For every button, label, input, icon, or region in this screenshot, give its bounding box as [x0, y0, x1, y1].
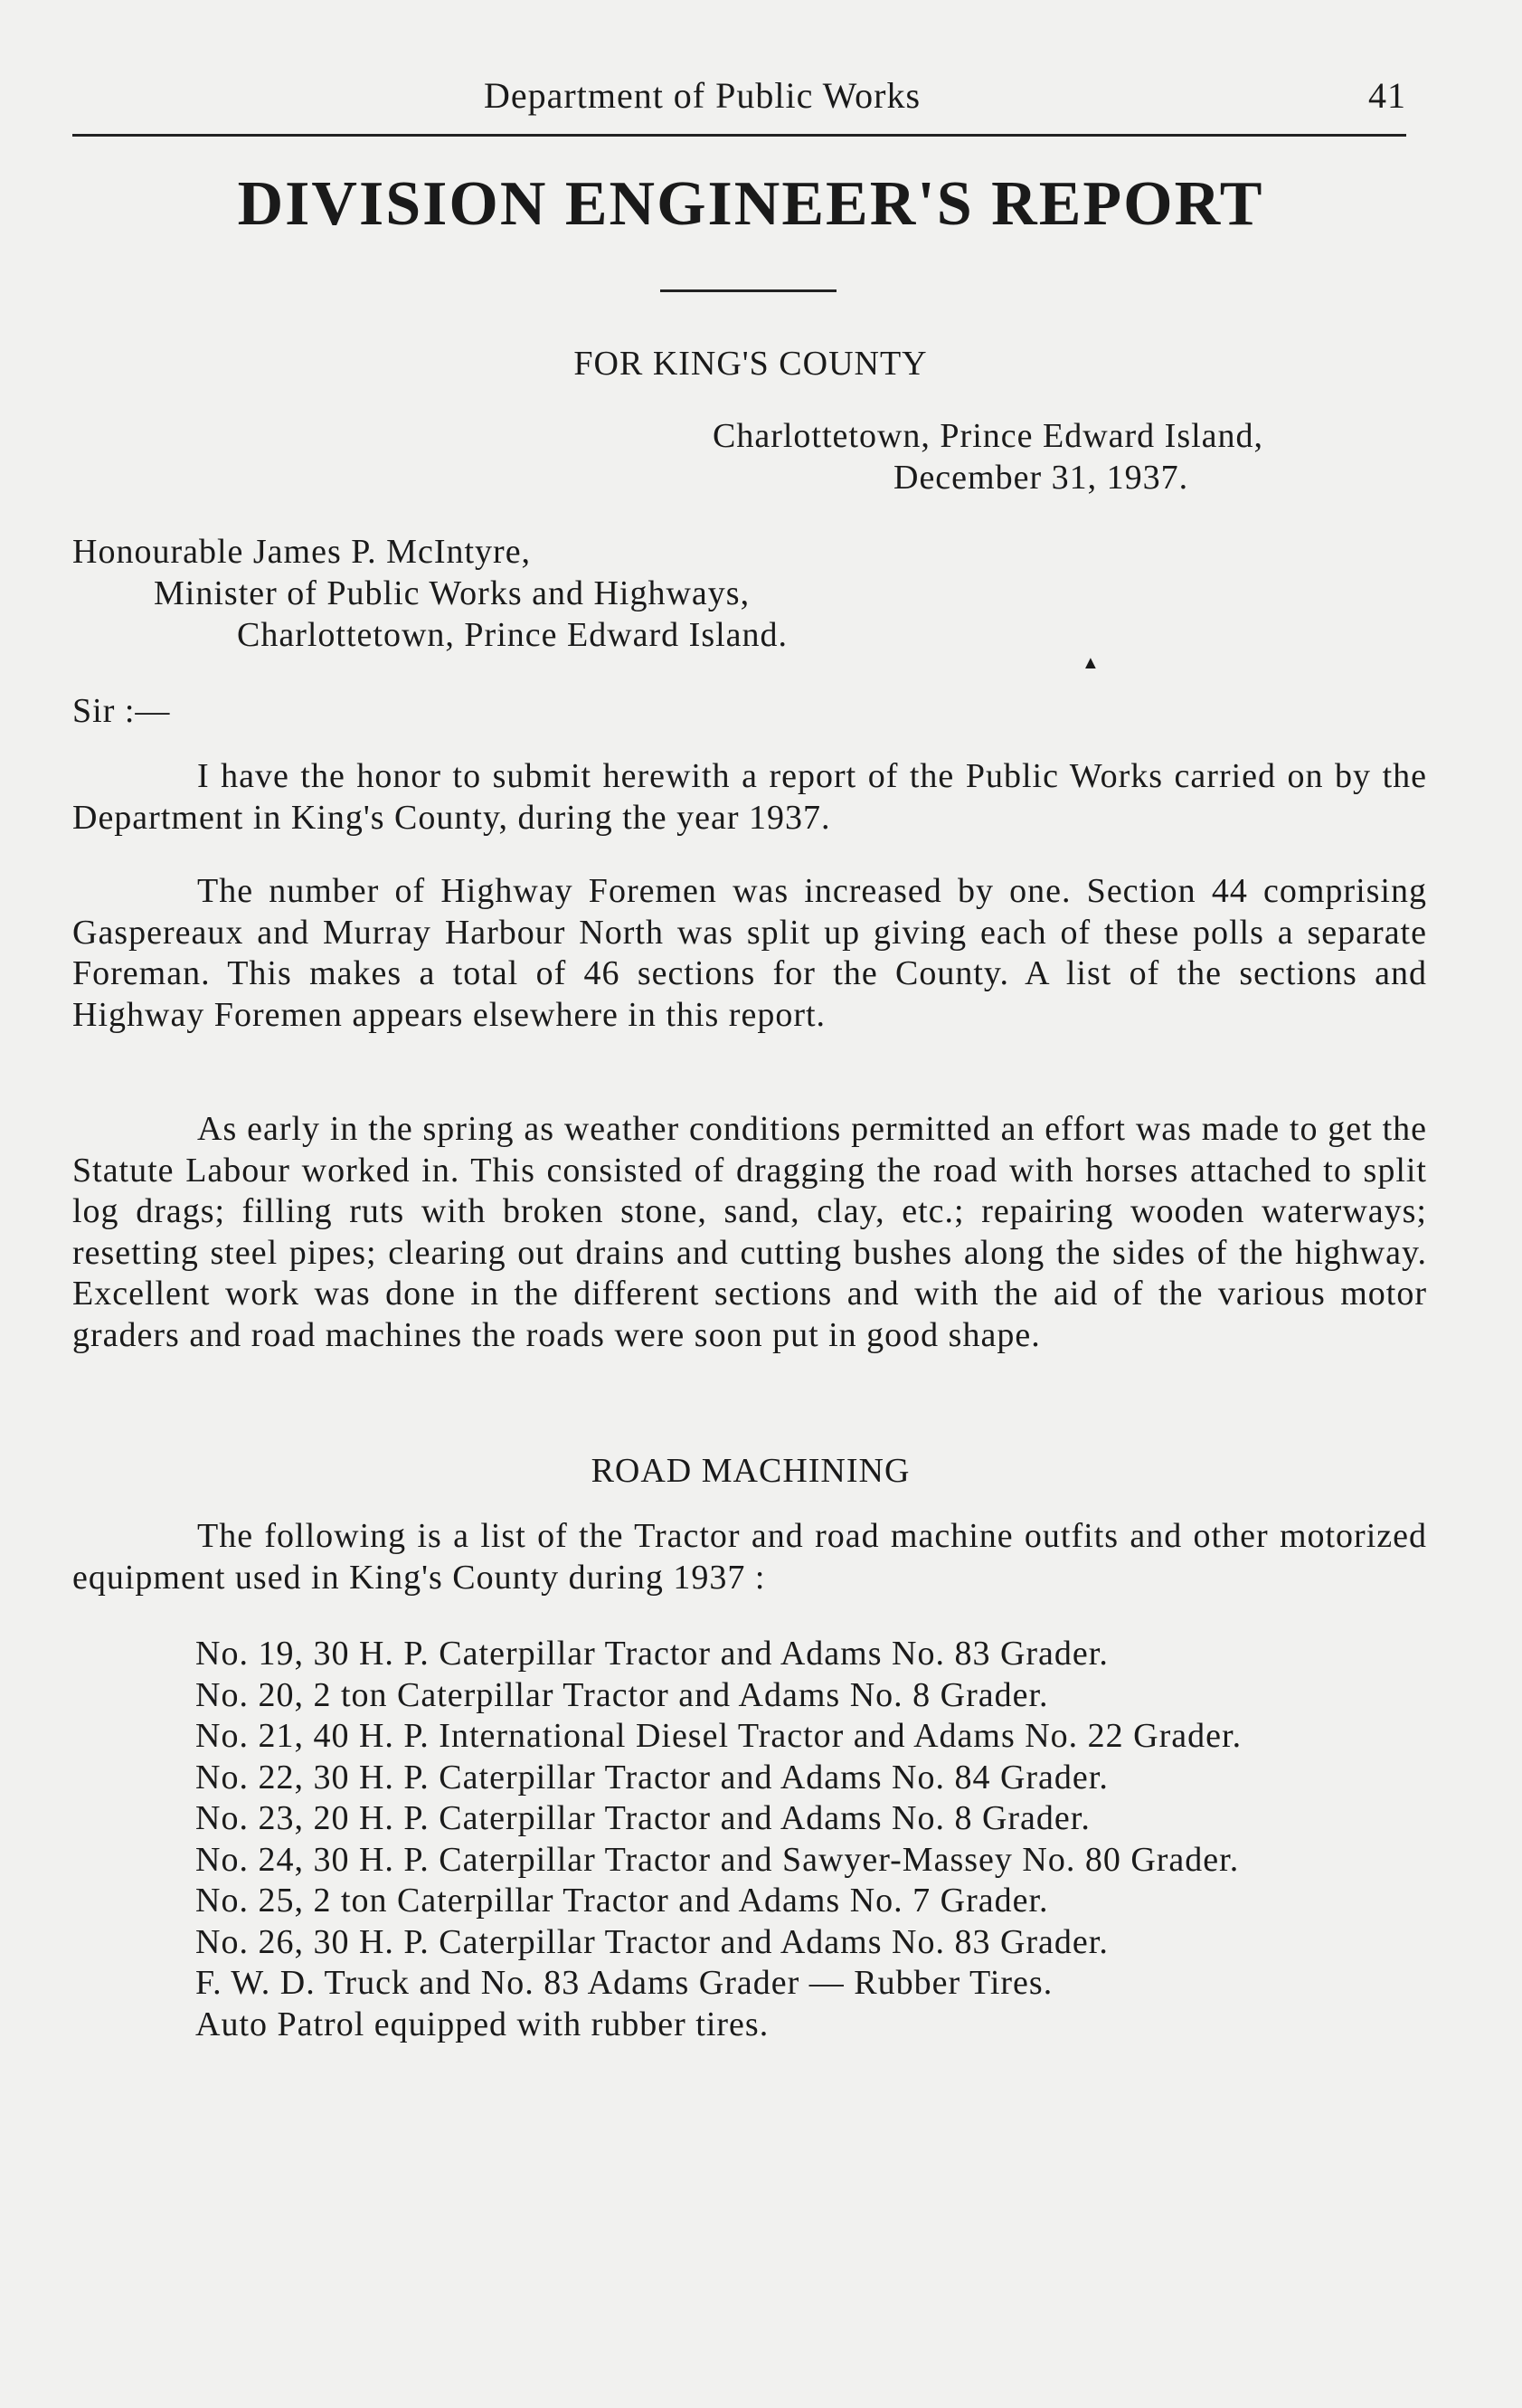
list-item: F. W. D. Truck and No. 83 Adams Grader — Rubber Tires. — [195, 1964, 1054, 2002]
list-item: No. 25, 2 ton Caterpillar Tractor and Adams No. 7 Grader. — [195, 1882, 1049, 1920]
list-item: No. 26, 30 H. P. Caterpillar Tractor and Adams No. 83 Grader. — [195, 1922, 1109, 1961]
list-item: No. 22, 30 H. P. Caterpillar Tractor and Adams No. 84 Grader. — [195, 1758, 1109, 1797]
addressee-title: Minister of Public Works and Highways, — [154, 574, 751, 612]
paragraph-equipment-intro: The following is a list of the Tractor and road machine outfits and other motorized equipment used in King's County during 1937 : — [72, 1517, 1427, 1597]
running-head — [72, 74, 1406, 128]
paragraph-foremen: The number of Highway Foremen was increased by one. Section 44 comprising Gaspereaux and Murray Harbour North was split up giving each of these polls a separate Foreman. This makes a total of 46 sections for the County. A list of the sections and Highway Foremen appears elsewhere in this report. — [72, 872, 1427, 1034]
list-item: No. 20, 2 ton Caterpillar Tractor and Adams No. 8 Grader. — [195, 1675, 1049, 1714]
list-item: No. 24, 30 H. P. Caterpillar Tractor and Sawyer-Massey No. 80 Grader. — [195, 1840, 1240, 1879]
section-heading-road-machining: ROAD MACHINING — [591, 1452, 911, 1490]
title-rule — [660, 289, 837, 292]
addressee-location: Charlottetown, Prince Edward Island. — [237, 616, 789, 654]
header-rule — [72, 134, 1406, 137]
list-item: No. 23, 20 H. P. Caterpillar Tractor and Adams No. 8 Grader. — [195, 1799, 1091, 1837]
page-number: 41 — [1368, 75, 1406, 116]
paragraph-statute-labour: As early in the spring as weather conditions permitted an effort was made to get the Statute Labour worked in. This consisted of dragging the road with horses attached to split log drags; filling ruts with broken stone, sand, clay, etc.; repairing wooden waterways; resetting steel pipes; clearing out drains and cutting bushes along the sides of the highway. Excellent work was done in the different sections and with the aid of the various motor graders and road machines the roads were soon put in good shape. — [72, 1110, 1427, 1354]
dateline-place: Charlottetown, Prince Edward Island, — [713, 417, 1264, 455]
stray-mark: ▲ — [1082, 653, 1100, 673]
report-title: DIVISION ENGINEER'S REPORT — [237, 169, 1264, 239]
list-item: No. 19, 30 H. P. Caterpillar Tractor and Adams No. 83 Grader. — [195, 1635, 1109, 1673]
list-item: Auto Patrol equipped with rubber tires. — [195, 2005, 770, 2043]
list-item: No. 21, 40 H. P. International Diesel Tractor and Adams No. 22 Grader. — [195, 1717, 1243, 1755]
dateline-date: December 31, 1937. — [893, 459, 1189, 497]
paragraph-intro: I have the honor to submit herewith a report of the Public Works carried on by the Department in King's County, during the year 1937. — [72, 757, 1427, 837]
report-subtitle: FOR KING'S COUNTY — [573, 345, 928, 383]
running-head-title: Department of Public Works — [484, 75, 922, 116]
equipment-list — [195, 1634, 1398, 2045]
salutation: Sir :— — [72, 692, 171, 730]
addressee-name: Honourable James P. McIntyre, — [72, 533, 532, 571]
